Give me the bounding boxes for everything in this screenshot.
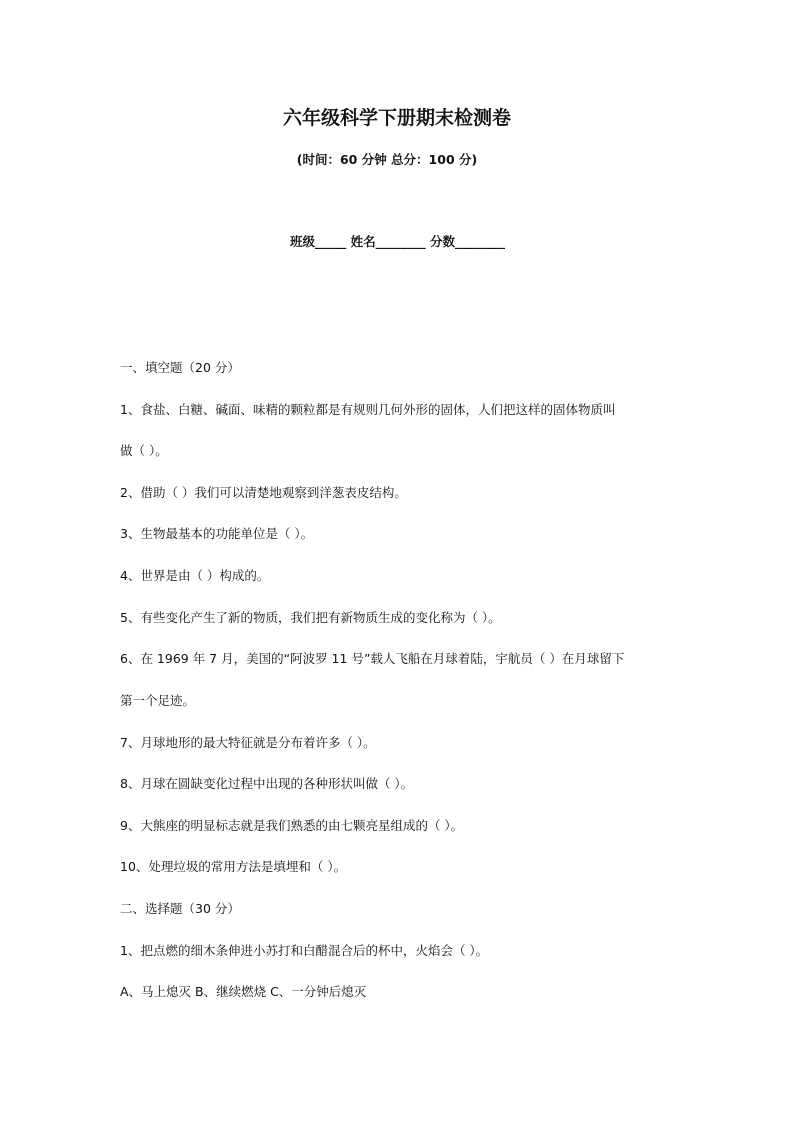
section-heading-multiple-choice: 二、选择题（30 分） [120,901,240,916]
exam-title: 六年级科学下册期末检测卷 [282,107,511,129]
question-line: 3、生物最基本的功能单位是（ ）。 [120,526,314,541]
exam-time-score: (时间：60 分钟 总分：100 分) [296,152,478,167]
answer-options: A、马上熄灭 B、继续燃烧 C、一分钟后熄灭 [120,984,367,999]
question-line: 5、有些变化产生了新的物质，我们把有新物质生成的变化称为（ ）。 [120,610,501,625]
section-heading-fill-blank: 一、填空题（20 分） [120,360,240,375]
question-line: 做（ ）。 [120,443,168,458]
question-line: 4、世界是由（ ）构成的。 [120,568,270,583]
question-line: 第一个足迹。 [120,693,196,708]
question-line: 1、食盐、白糖、碱面、味精的颗粒都是有规则几何外形的固体，人们把这样的固体物质叫 [120,402,616,417]
question-line: 10、处理垃圾的常用方法是填埋和（ ）。 [120,859,347,874]
student-info-line: 班级_____ 姓名________ 分数________ [290,234,505,249]
question-line: 2、借助（ ）我们可以清楚地观察到洋葱表皮结构。 [120,485,407,500]
question-line: 6、在 1969 年 7 月，美国的“阿波罗 11 号”载人飞船在月球着陆，宇航员（ ）在月球留下 [120,651,625,666]
question-line: 7、月球地形的最大特征就是分布着许多（ ）。 [120,735,376,750]
question-line: 1、把点燃的细木条伸进小苏打和白醋混合后的杯中，火焰会（ ）。 [120,943,489,958]
question-line: 9、大熊座的明显标志就是我们熟悉的由七颗亮星组成的（ ）。 [120,818,464,833]
question-line: 8、月球在圆缺变化过程中出现的各种形状叫做（ ）。 [120,776,414,791]
